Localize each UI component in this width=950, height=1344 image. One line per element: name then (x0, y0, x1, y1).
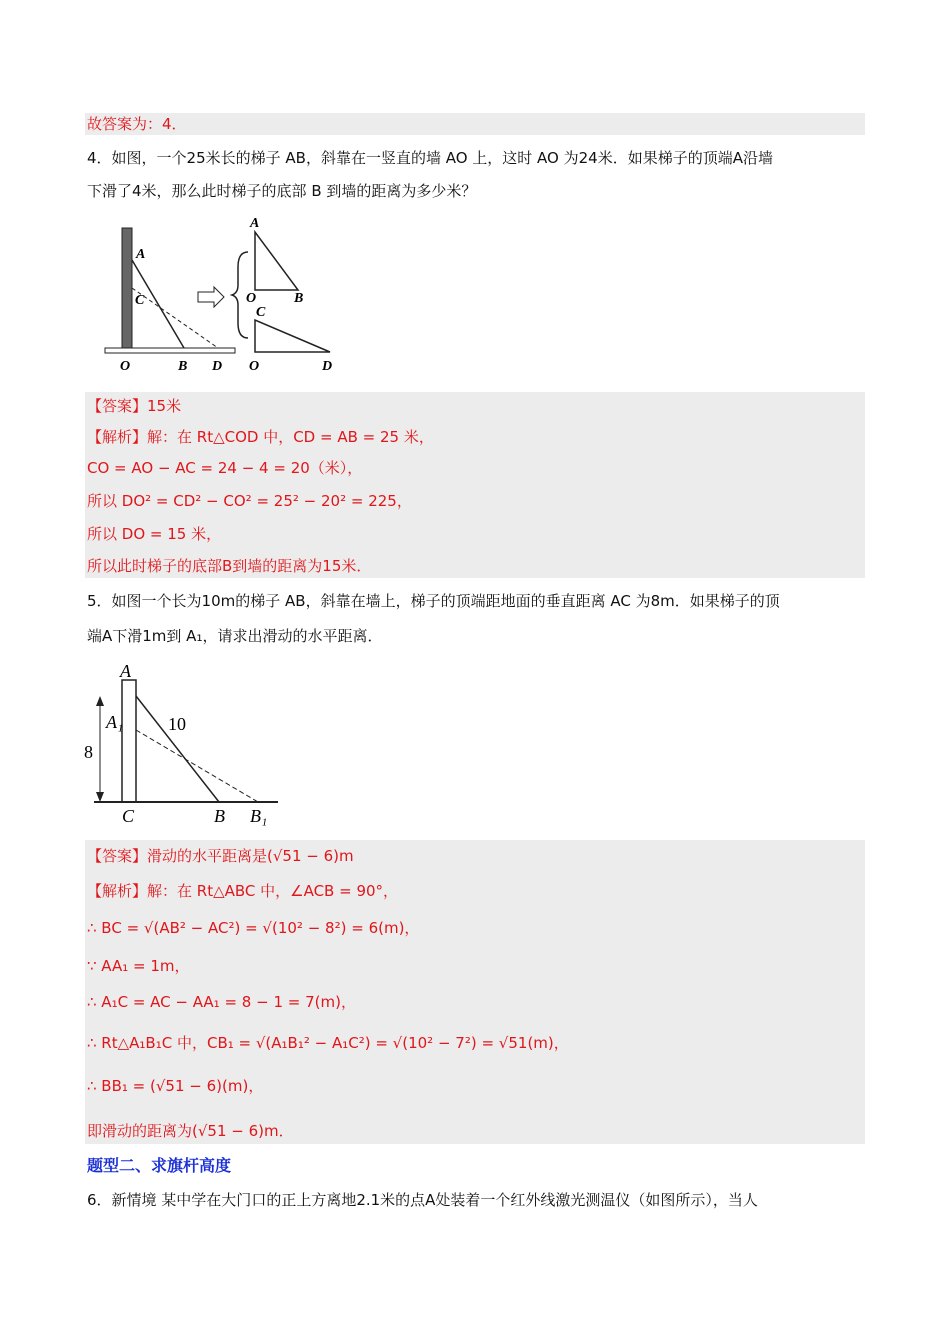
label-c: C (122, 806, 135, 826)
label-b: B (178, 359, 188, 374)
label-height: 8 (84, 742, 93, 762)
q6-text-1: 6．新情境 某中学在大门口的正上方离地2.1米的点A处装着一个红外线激光测温仪（如图所示），当人 (87, 1191, 758, 1209)
ground (105, 348, 235, 353)
q5-answer: 【答案】滑动的水平距离是(√51 − 6)m (87, 847, 354, 865)
q5-text-2: 端A下滑1m到 A₁，请求出滑动的水平距离． (87, 627, 383, 645)
label-a: A (136, 247, 146, 262)
triangle-cod (255, 320, 330, 352)
q4-step-4: 所以 DO = 15 米， (87, 525, 222, 543)
q4-step-5: 所以此时梯子的底部B到墙的距离为15米． (87, 557, 372, 575)
prev-answer: 故答案为：4． (87, 115, 187, 133)
arrow-down-icon (96, 792, 104, 802)
q5-step-3: ∵ AA₁ = 1m， (87, 957, 190, 975)
q4-text-1: 4．如图，一个25米长的梯子 AB，斜靠在一竖直的墙 AO 上，这时 AO 为24米．如果梯子的顶端A沿墙 (87, 149, 773, 167)
arrow-icon (198, 287, 224, 307)
q4-step-3: 所以 DO² = CD² − CO² = 25² − 20² = 225， (87, 492, 412, 510)
label-a: A (120, 661, 131, 681)
label-b: B (214, 806, 225, 826)
arrow-up-icon (96, 696, 104, 706)
ladder-a1b1 (136, 730, 258, 802)
q4-step-1: 【解析】解：在 Rt△COD 中，CD = AB = 25 米， (87, 428, 434, 446)
label-o: O (120, 359, 131, 374)
q4-text-2: 下滑了4米，那么此时梯子的底部 B 到墙的距离为多少米？ (87, 182, 477, 200)
prev-answer-block (85, 113, 865, 135)
label-d: D (212, 359, 223, 374)
section-heading: 题型二、求旗杆高度 (87, 1156, 232, 1175)
label-a1: A₁ (106, 712, 124, 732)
q5-step-1: 【解析】解：在 Rt△ABC 中，∠ACB = 90°， (87, 882, 399, 900)
label-c: C (135, 293, 145, 308)
triangle-aob (255, 232, 298, 290)
q5-step-4: ∴ A₁C = AC − AA₁ = 8 − 1 = 7(m)， (87, 993, 356, 1011)
label-b2: B (294, 291, 304, 306)
q4-figure (100, 212, 350, 377)
label-o3: O (249, 359, 260, 374)
q4-answer: 【答案】15米 (87, 397, 182, 415)
q5-step-6: ∴ BB₁ = (√51 − 6)(m)， (87, 1077, 264, 1095)
wall (122, 680, 136, 802)
label-o2: O (246, 291, 257, 306)
label-a2: A (250, 216, 260, 231)
q5-figure (82, 660, 292, 830)
wall (122, 228, 132, 348)
ladder-ab (136, 696, 219, 802)
q5-step-2: ∴ BC = √(AB² − AC²) = √(10² − 8²) = 6(m)， (87, 919, 420, 937)
label-b1: B₁ (250, 806, 268, 826)
label-c2: C (256, 305, 266, 320)
label-d2: D (322, 359, 333, 374)
q4-solution-block (85, 392, 865, 578)
label-length: 10 (168, 714, 186, 734)
q5-step-5: ∴ Rt△A₁B₁C 中，CB₁ = √(A₁B₁² − A₁C²) = √(10² − 7²) = √51(m)， (87, 1034, 569, 1052)
q4-step-2: CO = AO − AC = 24 − 4 = 20（米）， (87, 459, 363, 477)
q5-text-1: 5．如图一个长为10m的梯子 AB，斜靠在墙上，梯子的顶端距地面的垂直距离 AC 为8m．如果梯子的顶 (87, 592, 780, 610)
q5-step-7: 即滑动的距离为(√51 − 6)m． (87, 1122, 294, 1140)
